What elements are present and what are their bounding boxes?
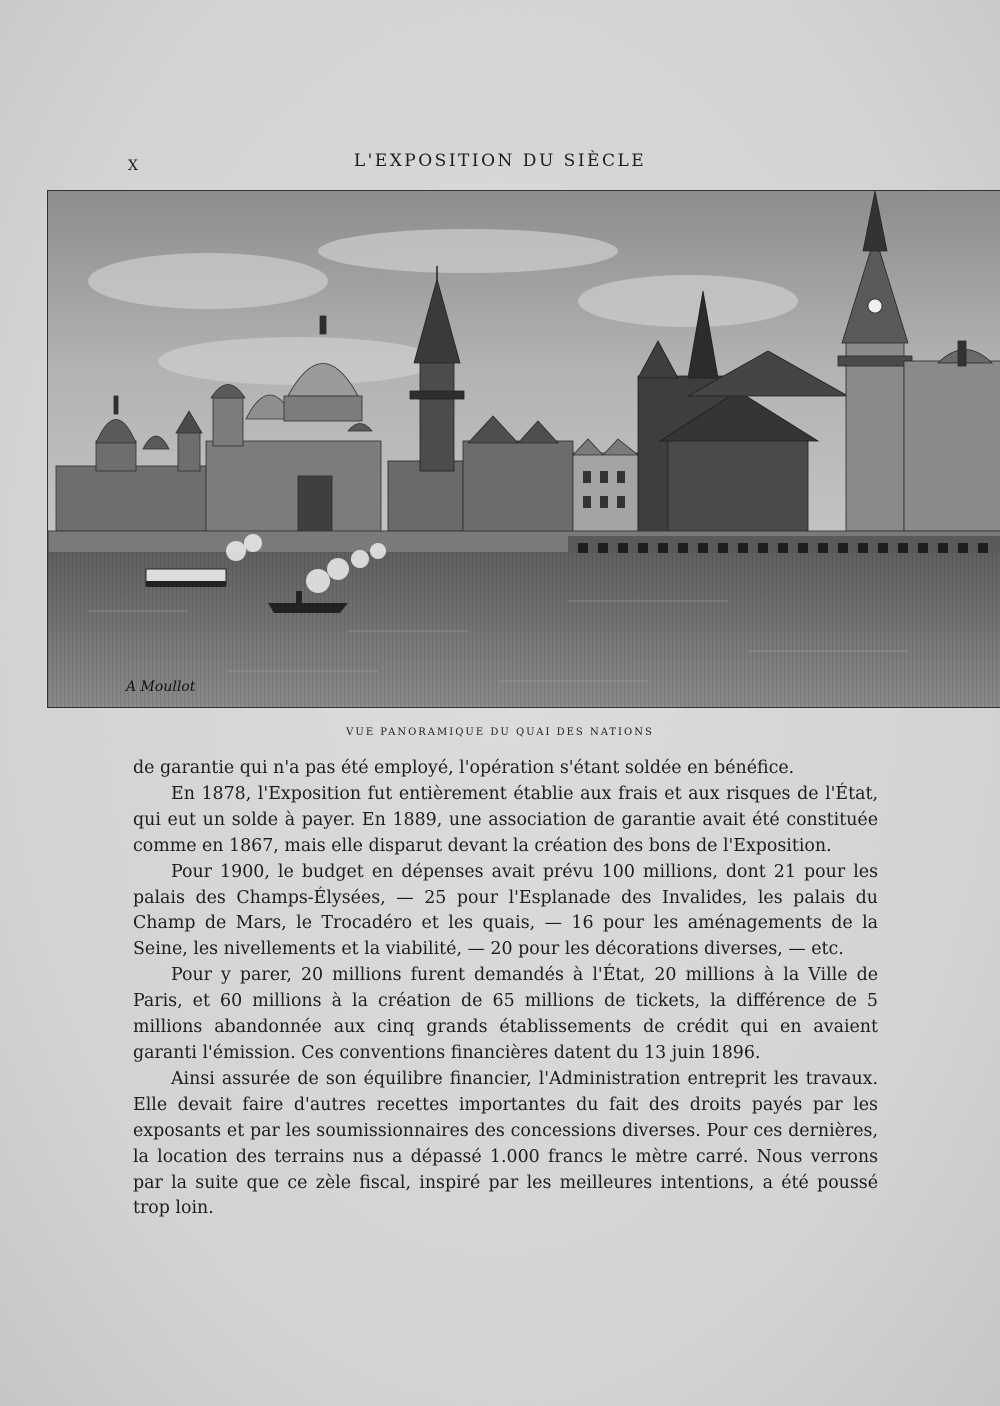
paragraph: Ainsi assurée de son équilibre financier, l'Administration entreprit les travaux. Elle devait faire d'autres recettes importantes du fait des droits payés par les exposants et par les soumissionnaires des concessions diverses. Pour ces dernières, la location des terrains nus a dépassé 1.000 francs le mètre carré. Nous verrons par la suite que ce zèle fiscal, inspiré par les meilleures intentions, a été poussé trop loin. bbox=[133, 1068, 878, 1219]
engraving-drawing bbox=[48, 191, 1000, 707]
paragraph: de garantie qui n'a pas été employé, l'opération s'étant soldée en bénéfice. bbox=[133, 758, 795, 778]
artist-signature: A Moullot bbox=[126, 679, 196, 695]
page-folio: X bbox=[128, 158, 139, 174]
paragraph: Pour 1900, le budget en dépenses avait prévu 100 millions, dont 21 pour les palais des Champs-Élysées, — 25 pour l'Esplanade des Invalides, les palais du Champ de Mars, le Trocadéro et les quais, — 16 pour les aménagements de la Seine, les nivellements et la viabilité, — 20 pour les décorations diverses, — etc. bbox=[133, 861, 878, 960]
panorama-engraving bbox=[47, 190, 1000, 708]
body-text bbox=[133, 756, 878, 1222]
paragraph: Pour y parer, 20 millions furent demandés à l'État, 20 millions à la Ville de Paris, et 60 millions à la création de 65 millions de tickets, la différence de 5 millions abandonnée aux cinq grands établissements de crédit qui en avaient garanti l'émission. Ces conventions financières datent du 13 juin 1896. bbox=[133, 965, 878, 1063]
running-title: L'EXPOSITION DU SIÈCLE bbox=[353, 151, 647, 171]
plate-caption: VUE PANORAMIQUE DU QUAI DES NATIONS bbox=[346, 727, 654, 738]
paragraph: En 1878, l'Exposition fut entièrement établie aux frais et aux risques de l'État, qui eut un solde à payer. En 1889, une association de garantie avait été constituée comme en 1867, mais elle disparut devant la création des bons de l'Exposition. bbox=[133, 783, 878, 856]
